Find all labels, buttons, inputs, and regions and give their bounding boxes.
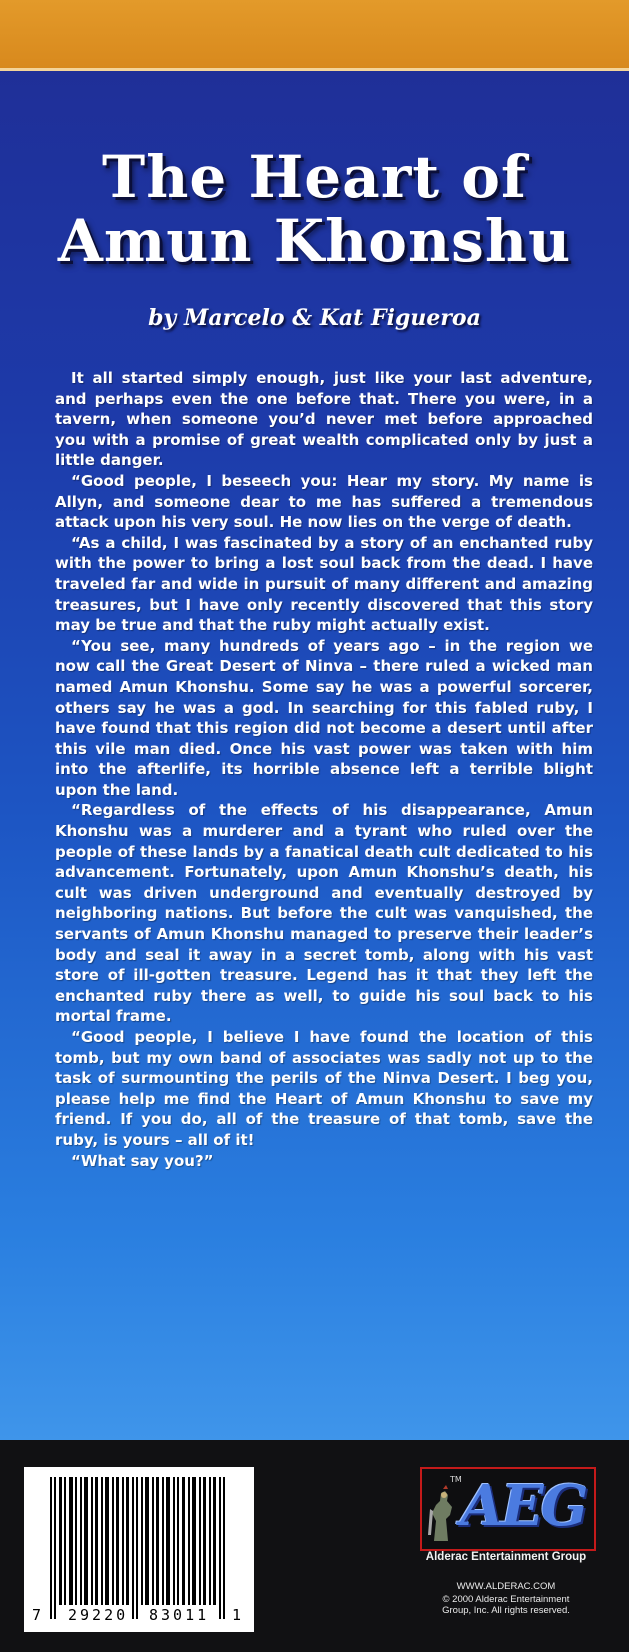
story-paragraph: “As a child, I was fascinated by a story of an enchanted ruby with the power to bring a lost soul back from the dead. I have traveled far and wide in pursuit of many different and amazing treasures, but I have only recently discovered that this story may be true and that the ruby might actually exist.	[55, 533, 593, 635]
knight-icon	[426, 1483, 460, 1543]
publisher-url: WWW.ALDERAC.COM	[456, 1581, 556, 1592]
top-color-band	[0, 0, 629, 71]
barcode	[24, 1467, 254, 1632]
aeg-logo	[420, 1467, 596, 1551]
copyright-line-2: Group, Inc. All rights reserved.	[442, 1605, 570, 1616]
story-paragraph: “Good people, I beseech you: Hear my story. My name is Allyn, and someone dear to me has suffered a tremendous attack upon his very soul. He now lies on the verge of death.	[55, 471, 593, 532]
book-title	[0, 145, 629, 273]
story-paragraph: “What say you?”	[71, 1151, 214, 1170]
author-byline: by Marcelo & Kat Figueroa	[148, 305, 481, 331]
barcode-bars	[24, 1467, 254, 1632]
footer-panel	[0, 1440, 629, 1652]
title-line-1: The Heart of	[102, 143, 527, 211]
aeg-logo-text: AEG	[460, 1473, 586, 1539]
barcode-digit-first: 7	[32, 1606, 42, 1624]
story-paragraph: It all started simply enough, just like your last adventure, and perhaps even the one before that. There you were, in a tavern, when someone you’d never met before approached you with a promise of great wealth complicated only by just a little danger.	[55, 369, 593, 470]
barcode-digit-last: 1	[232, 1606, 242, 1624]
story-text	[55, 368, 593, 1171]
copyright-line-1: © 2000 Alderac Entertainment	[442, 1594, 570, 1605]
story-paragraph: “Good people, I believe I have found the location of this tomb, but my own band of associates was sadly not up to the task of surmounting the perils of the Ninva Desert. I beg you, please help me find the Heart of Amun Khonshu to save my friend. If you do, all of the treasure of that tomb, save the ruby, is yours – all of it!	[55, 1028, 593, 1149]
story-paragraph: “Regardless of the effects of his disappearance, Amun Khonshu was a murderer and a tyrant who ruled over the people of these lands by a fanatical death cult dedicated to his advancement. Fortunately, upon Amun Khonshu’s death, his cult was driven underground and eventually destroyed by neighboring nations. But before the cult was vanquished, the servants of Amun Khonshu managed to preserve their leader’s body and seal it away in a secret tomb, along with his vast store of ill-gotten treasure. Legend has it that they left the enchanted ruby there as well, to guide his soul back to his mortal frame.	[55, 801, 593, 1026]
copyright-notice	[400, 1594, 612, 1616]
barcode-group-left: 29220	[68, 1606, 129, 1624]
title-line-2: Amun Khonshu	[57, 207, 572, 275]
trademark-mark: TM	[450, 1475, 462, 1484]
publisher-name: Alderac Entertainment Group	[425, 1551, 587, 1563]
barcode-group-right: 83011	[149, 1606, 210, 1624]
story-paragraph: “You see, many hundreds of years ago – in the region we now call the Great Desert of Ninva – there ruled a wicked man named Amun Khonshu. Some say he was a powerful sorcerer, others say he was a god. In searching for this fabled ruby, I have found that this region did not become a desert until after this vile man died. Once his vast power was taken with him into the afterlife, its horrible absence left a terrible blight upon the land.	[55, 636, 593, 799]
